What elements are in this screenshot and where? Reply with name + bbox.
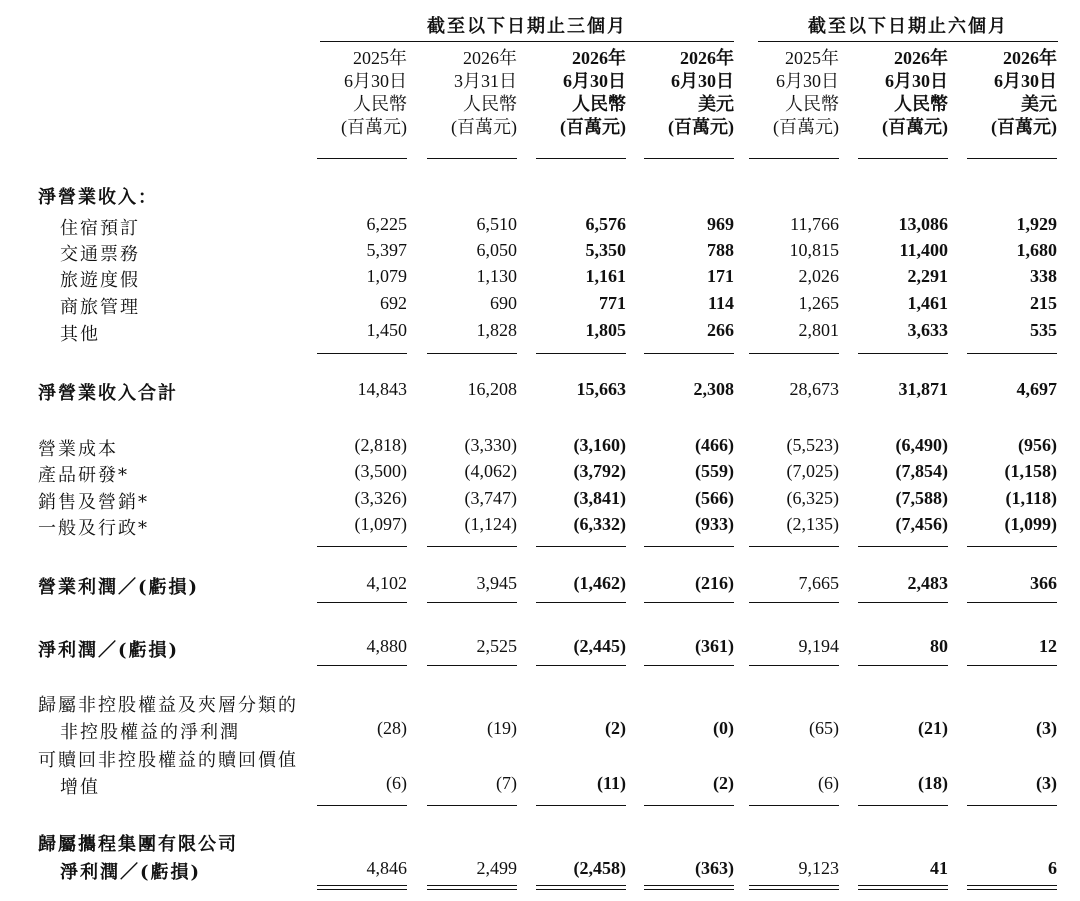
column-header-currency: 美元 (1021, 94, 1057, 114)
table-cell: (6,490) (895, 435, 948, 455)
table-cell: 771 (599, 293, 626, 313)
total-rule (317, 602, 407, 603)
grand-total-double-rule (317, 885, 407, 890)
table-cell: 15,663 (576, 379, 626, 399)
column-header-2 (414, 47, 517, 139)
table-cell: 14,843 (357, 379, 407, 399)
table-cell: 9,123 (798, 858, 839, 878)
total-rule (317, 805, 407, 806)
table-cell: 28,673 (789, 379, 839, 399)
total-rule (644, 805, 734, 806)
header-group-six-months-rule (758, 41, 1058, 42)
column-header-date: 6月30日 (344, 71, 407, 91)
table-cell: 1,805 (585, 320, 626, 340)
total-rule (858, 158, 948, 159)
grand-total-double-rule (858, 885, 948, 890)
table-cell: (1,118) (1005, 488, 1057, 508)
total-rule (967, 602, 1057, 603)
table-cell: (7,456) (895, 514, 948, 534)
table-cell: (28) (377, 718, 407, 738)
table-cell: 1,450 (366, 320, 407, 340)
column-header-year: 2026年 (894, 48, 948, 68)
row-label: 淨利潤／(虧損) (38, 640, 180, 661)
table-cell: 7,665 (798, 573, 839, 593)
table-cell: (6,325) (786, 488, 839, 508)
column-header-currency: 人民幣 (463, 94, 517, 114)
table-cell: 6 (1048, 858, 1057, 878)
column-header-date: 6月30日 (994, 71, 1057, 91)
table-cell: (5,523) (786, 435, 839, 455)
table-cell: 6,510 (476, 214, 517, 234)
column-header-currency: 人民幣 (894, 94, 948, 114)
total-rule (644, 546, 734, 547)
table-cell: (3,160) (573, 435, 626, 455)
column-header-date: 6月30日 (776, 71, 839, 91)
column-header-1 (304, 47, 407, 139)
table-cell: (11) (597, 773, 626, 793)
row-label: 淨營業收入： (38, 187, 158, 208)
column-header-currency: 美元 (698, 94, 734, 114)
column-header-unit: (百萬元) (773, 117, 839, 137)
total-rule (317, 546, 407, 547)
row-label: 淨營業收入合計 (38, 383, 178, 404)
table-cell: (7,854) (895, 461, 948, 481)
grand-total-double-rule (536, 885, 626, 890)
column-header-year: 2026年 (572, 48, 626, 68)
row-label: 營業利潤／(虧損) (38, 577, 200, 598)
table-cell: 9,194 (798, 636, 839, 656)
table-cell: 41 (930, 858, 948, 878)
total-rule (749, 158, 839, 159)
row-label: 商旅管理 (60, 297, 140, 318)
table-cell: 3,633 (907, 320, 948, 340)
table-cell: 4,102 (366, 573, 407, 593)
table-cell: 4,846 (366, 858, 407, 878)
row-label: 住宿預訂 (60, 218, 140, 239)
table-cell: (3,500) (354, 461, 407, 481)
total-rule (536, 805, 626, 806)
total-rule (858, 665, 948, 666)
table-cell: (933) (695, 514, 734, 534)
table-cell: (3) (1036, 718, 1057, 738)
row-label: 銷售及營銷* (38, 492, 149, 513)
column-header-date: 3月31日 (454, 71, 517, 91)
column-header-unit: (百萬元) (882, 117, 948, 137)
row-label: 非控股權益的淨利潤 (60, 722, 240, 743)
total-rule (317, 353, 407, 354)
table-cell: 2,483 (907, 573, 948, 593)
table-cell: (6) (386, 773, 407, 793)
table-cell: (19) (487, 718, 517, 738)
total-rule (317, 158, 407, 159)
total-rule (427, 602, 517, 603)
table-cell: (65) (809, 718, 839, 738)
column-header-6 (845, 47, 948, 139)
total-rule (427, 158, 517, 159)
table-cell: (2,445) (573, 636, 626, 656)
total-rule (858, 353, 948, 354)
total-rule (427, 665, 517, 666)
table-cell: 1,079 (366, 266, 407, 286)
grand-total-double-rule (967, 885, 1057, 890)
total-rule (536, 158, 626, 159)
table-cell: (3,792) (573, 461, 626, 481)
table-cell: 3,945 (476, 573, 517, 593)
table-cell: (1,097) (354, 514, 407, 534)
table-cell: (566) (695, 488, 734, 508)
header-group-six-months: 截至以下日期止六個月 (808, 16, 1008, 37)
column-header-unit: (百萬元) (991, 117, 1057, 137)
row-label: 歸屬攜程集團有限公司 (38, 834, 238, 855)
column-header-currency: 人民幣 (572, 94, 626, 114)
column-header-year: 2026年 (1003, 48, 1057, 68)
column-header-date: 6月30日 (563, 71, 626, 91)
row-label: 交通票務 (60, 244, 140, 265)
table-cell: (466) (695, 435, 734, 455)
grand-total-double-rule (644, 885, 734, 890)
table-cell: (7) (496, 773, 517, 793)
column-header-7 (954, 47, 1057, 139)
column-header-year: 2025年 (785, 48, 839, 68)
row-label: 營業成本 (38, 439, 118, 460)
row-label: 其他 (60, 324, 100, 345)
table-cell: 10,815 (789, 240, 839, 260)
total-rule (536, 546, 626, 547)
row-label: 可贖回非控股權益的贖回價值 (38, 750, 298, 771)
total-rule (749, 665, 839, 666)
table-cell: (2,135) (786, 514, 839, 534)
total-rule (967, 805, 1057, 806)
table-cell: (559) (695, 461, 734, 481)
total-rule (858, 602, 948, 603)
total-rule (967, 353, 1057, 354)
table-cell: 80 (930, 636, 948, 656)
total-rule (536, 602, 626, 603)
table-cell: (2) (713, 773, 734, 793)
total-rule (644, 158, 734, 159)
table-cell: (6,332) (573, 514, 626, 534)
grand-total-double-rule (749, 885, 839, 890)
table-cell: (3,747) (464, 488, 517, 508)
table-cell: (18) (918, 773, 948, 793)
table-cell: (3) (1036, 773, 1057, 793)
total-rule (536, 353, 626, 354)
table-cell: 4,880 (366, 636, 407, 656)
table-cell: 12 (1039, 636, 1057, 656)
table-cell: (1,158) (1004, 461, 1057, 481)
table-cell: 171 (707, 266, 734, 286)
column-header-year: 2026年 (680, 48, 734, 68)
column-header-unit: (百萬元) (451, 117, 517, 137)
table-cell: 11,400 (899, 240, 948, 260)
table-cell: (7,025) (786, 461, 839, 481)
table-cell: 1,680 (1016, 240, 1057, 260)
row-label: 一般及行政* (38, 518, 149, 539)
total-rule (967, 546, 1057, 547)
total-rule (644, 353, 734, 354)
table-cell: 2,801 (798, 320, 839, 340)
table-cell: (956) (1018, 435, 1057, 455)
table-cell: 1,161 (585, 266, 626, 286)
table-cell: 535 (1030, 320, 1057, 340)
total-rule (749, 353, 839, 354)
total-rule (427, 805, 517, 806)
total-rule (644, 665, 734, 666)
table-cell: 2,499 (476, 858, 517, 878)
table-cell: 1,828 (476, 320, 517, 340)
column-header-unit: (百萬元) (668, 117, 734, 137)
total-rule (317, 665, 407, 666)
table-cell: 338 (1030, 266, 1057, 286)
column-header-unit: (百萬元) (560, 117, 626, 137)
table-cell: 4,697 (1016, 379, 1057, 399)
grand-total-double-rule (427, 885, 517, 890)
table-cell: 5,397 (366, 240, 407, 260)
table-cell: (361) (695, 636, 734, 656)
total-rule (967, 158, 1057, 159)
table-cell: 13,086 (898, 214, 948, 234)
column-header-unit: (百萬元) (341, 117, 407, 137)
table-cell: 6,225 (366, 214, 407, 234)
table-cell: (7,588) (895, 488, 948, 508)
column-header-year: 2026年 (463, 48, 517, 68)
column-header-4 (631, 47, 734, 139)
table-cell: 6,050 (476, 240, 517, 260)
table-cell: 266 (707, 320, 734, 340)
total-rule (749, 546, 839, 547)
table-cell: (2,818) (354, 435, 407, 455)
table-cell: (2,458) (573, 858, 626, 878)
total-rule (749, 602, 839, 603)
table-cell: 788 (707, 240, 734, 260)
table-cell: 690 (490, 293, 517, 313)
table-cell: 1,461 (907, 293, 948, 313)
table-cell: 2,308 (693, 379, 734, 399)
column-header-date: 6月30日 (671, 71, 734, 91)
total-rule (644, 602, 734, 603)
table-cell: 692 (380, 293, 407, 313)
table-cell: (3,841) (573, 488, 626, 508)
table-cell: 366 (1030, 573, 1057, 593)
total-rule (427, 353, 517, 354)
header-group-three-months: 截至以下日期止三個月 (427, 16, 627, 37)
row-label: 旅遊度假 (60, 270, 140, 291)
row-label: 產品研發* (38, 465, 129, 486)
table-cell: (3,330) (464, 435, 517, 455)
table-cell: 1,265 (798, 293, 839, 313)
table-cell: 16,208 (467, 379, 517, 399)
table-cell: 5,350 (585, 240, 626, 260)
total-rule (967, 665, 1057, 666)
column-header-date: 6月30日 (885, 71, 948, 91)
total-rule (858, 546, 948, 547)
table-cell: 1,929 (1016, 214, 1057, 234)
table-cell: 2,026 (798, 266, 839, 286)
row-label: 歸屬非控股權益及夾層分類的 (38, 695, 298, 716)
table-cell: (4,062) (464, 461, 517, 481)
table-cell: (6) (818, 773, 839, 793)
table-cell: (363) (695, 858, 734, 878)
table-cell: (1,124) (464, 514, 517, 534)
total-rule (536, 665, 626, 666)
table-cell: 2,291 (907, 266, 948, 286)
table-cell: (0) (713, 718, 734, 738)
table-cell: (2) (605, 718, 626, 738)
table-cell: 6,576 (585, 214, 626, 234)
column-header-3 (523, 47, 626, 139)
table-cell: 1,130 (476, 266, 517, 286)
column-header-5 (736, 47, 839, 139)
table-cell: (3,326) (354, 488, 407, 508)
table-cell: (21) (918, 718, 948, 738)
table-cell: 114 (707, 293, 734, 313)
column-header-currency: 人民幣 (785, 94, 839, 114)
total-rule (858, 805, 948, 806)
table-cell: 969 (707, 214, 734, 234)
table-cell: (216) (695, 573, 734, 593)
row-label: 增值 (60, 777, 100, 798)
column-header-year: 2025年 (353, 48, 407, 68)
table-cell: 2,525 (476, 636, 517, 656)
column-header-currency: 人民幣 (353, 94, 407, 114)
total-rule (427, 546, 517, 547)
table-cell: 31,871 (898, 379, 948, 399)
table-cell: (1,462) (573, 573, 626, 593)
header-group-three-months-rule (320, 41, 734, 42)
table-cell: 215 (1030, 293, 1057, 313)
total-rule (749, 805, 839, 806)
table-cell: (1,099) (1004, 514, 1057, 534)
row-label: 淨利潤／(虧損) (60, 862, 202, 883)
table-cell: 11,766 (790, 214, 839, 234)
